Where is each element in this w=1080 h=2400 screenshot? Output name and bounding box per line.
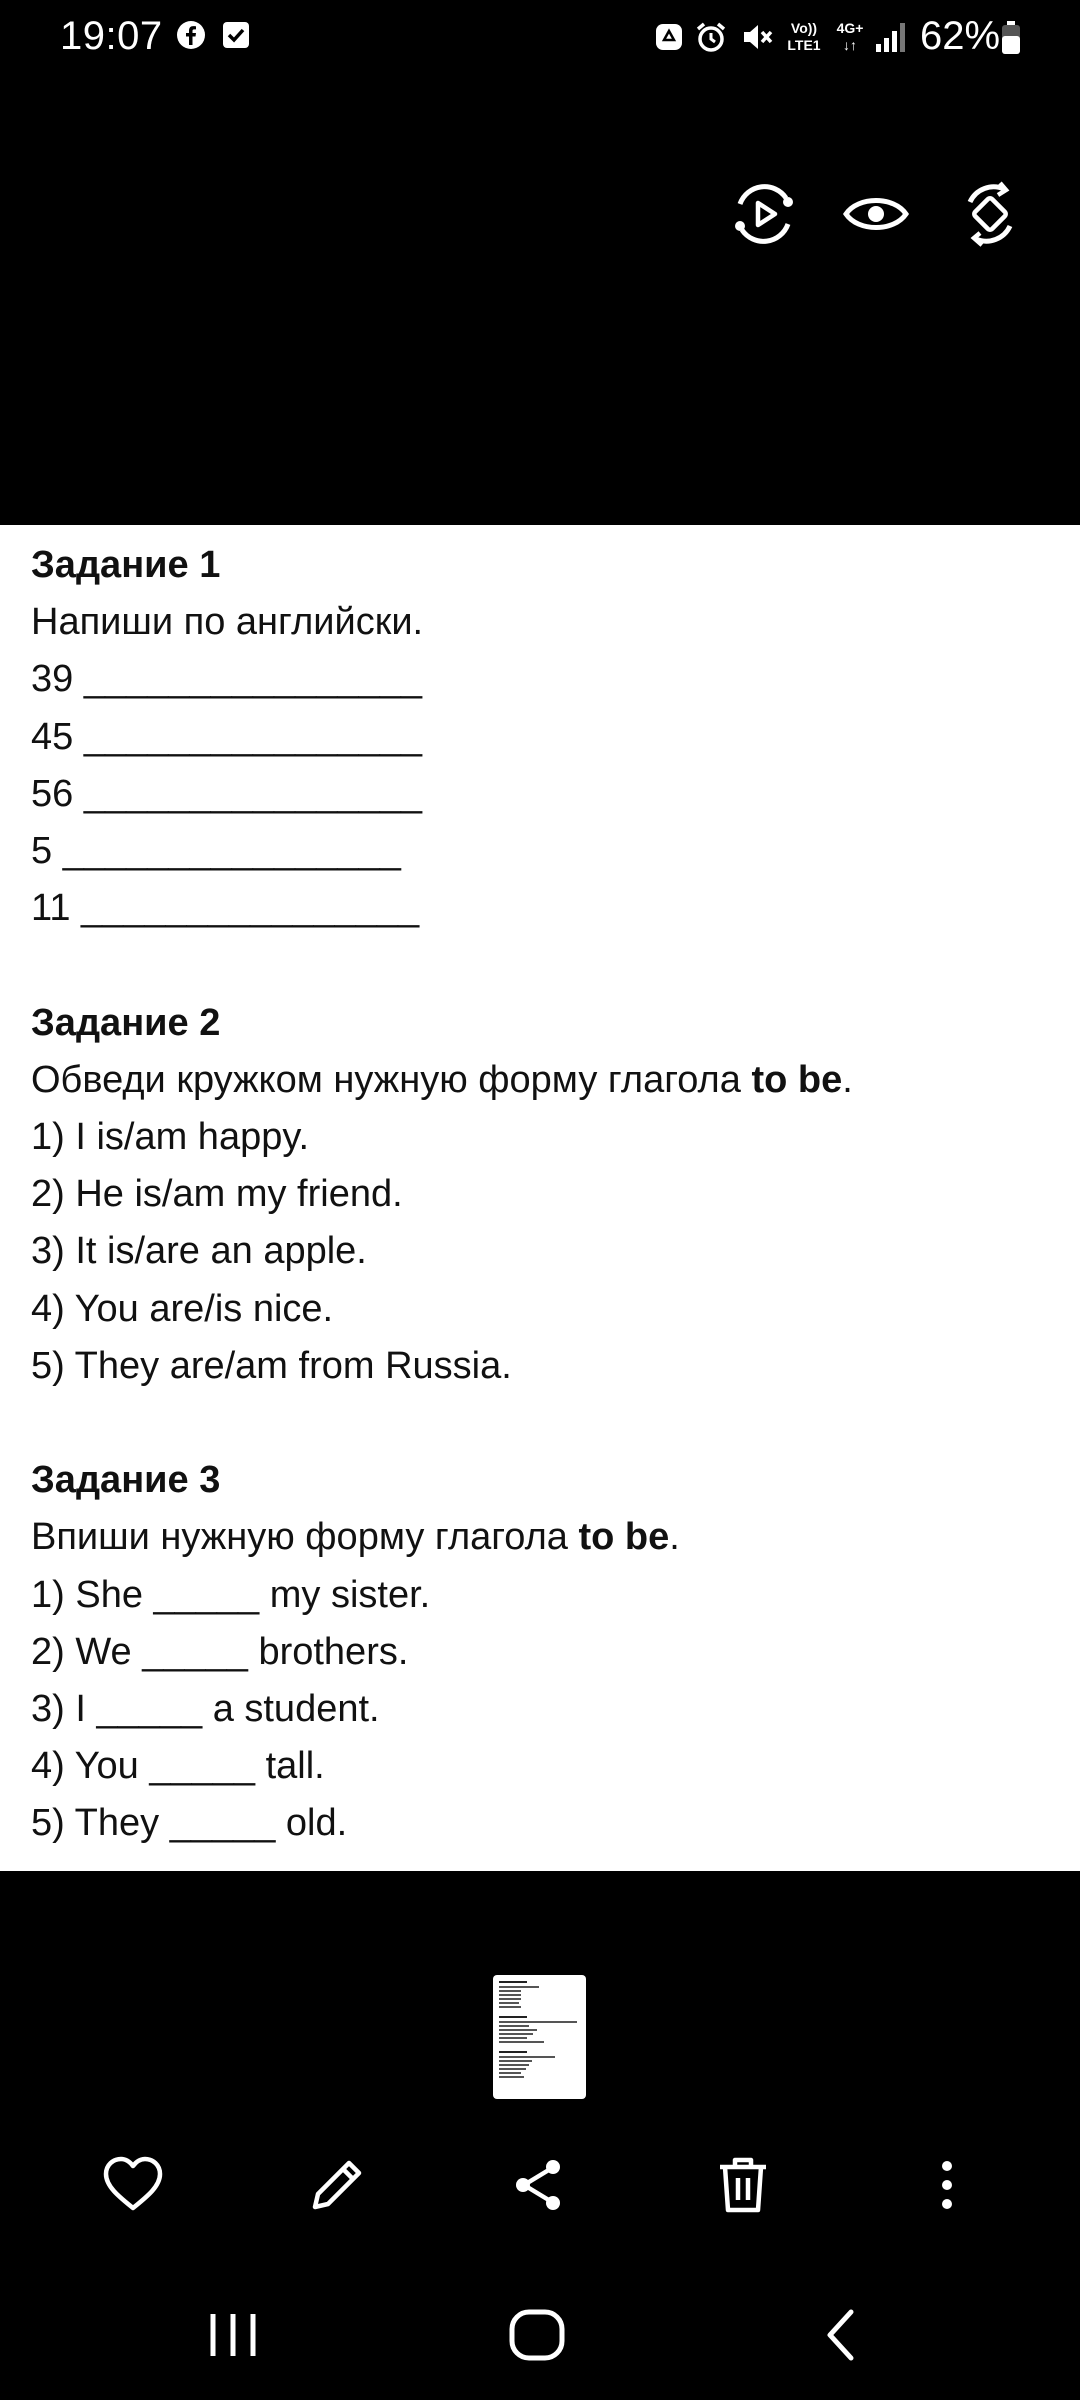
- motion-photo-button[interactable]: [730, 180, 798, 248]
- eye-icon: [846, 201, 906, 228]
- task2-item: 4) You are/is nice.: [31, 1287, 334, 1330]
- view-button[interactable]: [842, 180, 910, 248]
- task1-item: 11 ________________: [31, 887, 420, 930]
- task2-item: 3) It is/are an apple.: [31, 1230, 367, 1273]
- battery-icon: [1000, 20, 1022, 56]
- motion-play-icon: [735, 187, 793, 242]
- task1-item: 45 ________________: [31, 715, 422, 758]
- task2-instruction: [31, 1052, 1051, 1109]
- task3-item: 5) They _____ old.: [31, 1802, 348, 1845]
- task2-item: 2) He is/am my friend.: [31, 1173, 403, 1216]
- mute-icon: [740, 20, 774, 54]
- task1-instruction: Напиши по английски.: [31, 601, 424, 644]
- trash-icon: [720, 2160, 766, 2210]
- home-button[interactable]: [502, 2300, 572, 2370]
- share-icon: [516, 2160, 560, 2210]
- task1-title: Задание 1: [31, 544, 221, 586]
- clock: 19:07: [60, 14, 163, 58]
- task3-instruction: [31, 1509, 1051, 1566]
- status-bar: [0, 0, 1080, 80]
- volte-icon: Vo)) LTE1: [787, 20, 821, 53]
- instruction-suffix: .: [842, 1058, 853, 1101]
- recent-apps-button[interactable]: [198, 2300, 268, 2370]
- instruction-bold: to be: [751, 1058, 843, 1101]
- worksheet-image: [0, 525, 1080, 1871]
- task2-item: 5) They are/am from Russia.: [31, 1344, 512, 1387]
- task1-item: 56 ________________: [31, 772, 422, 815]
- pencil-icon: [315, 2163, 359, 2207]
- image-thumbnail[interactable]: [493, 1975, 586, 2099]
- network-4g-icon: 4G+ ↓↑: [836, 20, 864, 53]
- heart-icon: [106, 2159, 160, 2208]
- back-icon: [830, 2312, 851, 2358]
- facebook-icon: [176, 20, 206, 50]
- alarm-icon: [694, 20, 728, 54]
- signal-icon: [874, 20, 908, 54]
- recents-icon: [213, 2314, 253, 2356]
- task1-item: 5 ________________: [31, 830, 401, 873]
- battery-percentage: 62%: [920, 14, 1001, 58]
- task2-title: Задание 2: [31, 1001, 221, 1044]
- instruction-suffix: .: [669, 1516, 680, 1559]
- task3-title: Задание 3: [31, 1459, 221, 1502]
- task3-item: 3) I _____ a student.: [31, 1688, 380, 1731]
- spacer: [31, 937, 1051, 994]
- task3-item: 4) You _____ tall.: [31, 1745, 325, 1788]
- task2-item: 1) I is/am happy.: [31, 1116, 310, 1159]
- check-notification-icon: [222, 20, 250, 50]
- more-button[interactable]: [912, 2150, 982, 2220]
- rotate-icon: [970, 183, 1010, 245]
- task3-item: 1) She _____ my sister.: [31, 1573, 431, 1616]
- instruction-text: Впиши нужную форму глагола: [31, 1516, 579, 1559]
- task3-item: 2) We _____ brothers.: [31, 1630, 409, 1673]
- edit-button[interactable]: [302, 2150, 372, 2220]
- recycle-icon: [654, 20, 684, 52]
- task1-item: 39 ________________: [31, 658, 422, 701]
- instruction-bold: to be: [578, 1516, 670, 1559]
- more-vertical-icon: [942, 2161, 952, 2209]
- spacer: [31, 1395, 1051, 1452]
- rotate-button[interactable]: [956, 180, 1024, 248]
- favorite-button[interactable]: [98, 2150, 168, 2220]
- back-button[interactable]: [806, 2300, 876, 2370]
- share-button[interactable]: [504, 2150, 574, 2220]
- delete-button[interactable]: [708, 2150, 778, 2220]
- home-icon: [512, 2312, 562, 2358]
- instruction-text: Обведи кружком нужную форму глагола: [31, 1058, 752, 1101]
